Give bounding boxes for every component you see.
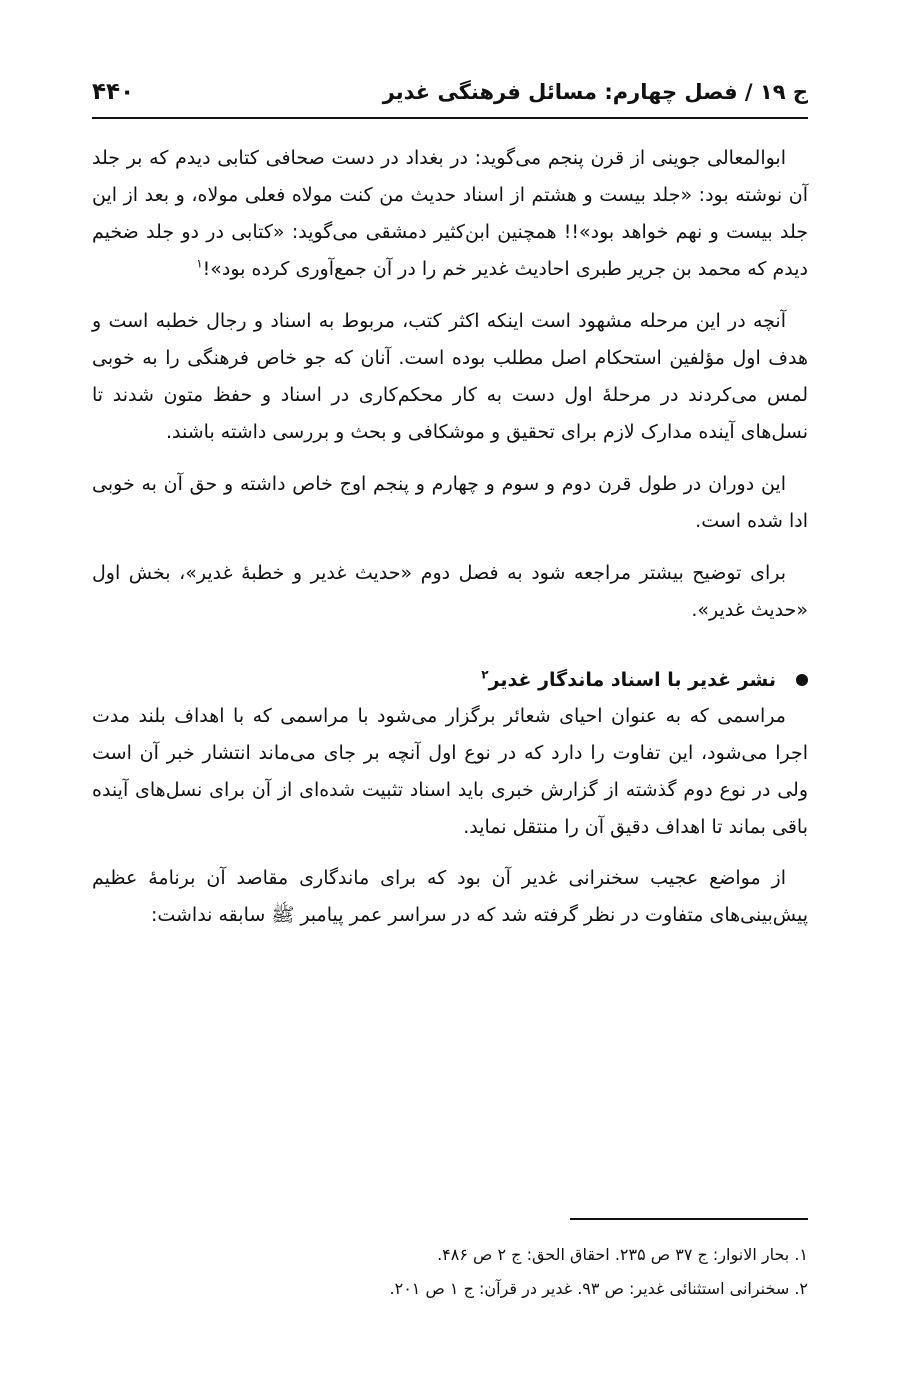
running-header-title: ج ۱۹ / فصل چهارم: مسائل فرهنگی غدیر (382, 80, 808, 104)
paragraph-3: این دوران در طول قرن دوم و سوم و چهارم و پنجم اوج خاص داشته و حق آن به خوبی ادا شده است. (92, 473, 808, 532)
page-number: ۴۴۰ (92, 79, 135, 105)
paragraph-1-text: ابوالمعالی جوینی از قرن پنجم می‌گوید: در بغداد در دست صحافی کتابی دیدم که بر جلد آن نوشته بود: «جلد بیست و هشتم از اسناد حدیث من کنت مولاه فعلی مولاه، و بعد از این جلد بیست و نهم خواهد بود»!! همچنین ابن‌کثیر دمشقی می‌گوید: «کتابی در دو جلد ضخیم دیدم که محمد بن جریر طبری احادیث غدیر خم را در آن جمع‌آوری کرده بود»! (92, 147, 808, 280)
paragraph-1 (92, 140, 808, 288)
footnote-2: ۲. سخنرانی استثنائی غدیر: ص ۹۳. غدیر در قرآن: ج ۱ ص ۲۰۱. (389, 1279, 808, 1298)
running-header (92, 72, 808, 112)
footnote-ref-1[interactable]: ۱ (196, 256, 203, 271)
section-heading-text (481, 662, 776, 698)
paragraph-2: آنچه در این مرحله مشهود است اینکه اکثر کتب، مربوط به اسناد و رجال خطبه است و هدف اول مؤلفین استحکام اصل مطلب بوده است. آنان که جو خاص فرهنگی را به خوبی لمس می‌کردند در مرحلهٔ اول دست به کار محکم‌کاری در اسناد و حفظ متون شدند تا نسل‌های آینده مدارک لازم برای تحقیق و موشکافی و بحث و بررسی داشته باشند. (92, 310, 808, 443)
main-text (92, 140, 808, 949)
header-rule (92, 117, 808, 119)
paragraph-6: از مواضع عجیب سخنرانی غدیر آن بود که برای ماندگاری مقاصد آن برنامهٔ عظیم پیش‌بینی‌های متفاوت در نظر گرفته شد که در سراسر عمر پیامبر ﷺ سابقه نداشت: (92, 867, 808, 926)
section-heading (92, 662, 808, 698)
paragraph-4: برای توضیح بیشتر مراجعه شود به فصل دوم «حدیث غدیر و خطبهٔ غدیر»، بخش اول «حدیث غدیر». (92, 562, 808, 621)
section-heading-title: نشر غدیر با اسناد ماندگار غدیر (488, 669, 776, 691)
footnote-separator (570, 1218, 808, 1220)
footnote-1: ۱. بحار الانوار: ج ۳۷ ص ۲۳۵. احقاق الحق: ج ۲ ص ۴۸۶. (437, 1245, 808, 1264)
footnotes (92, 1238, 808, 1306)
footnote-ref-2[interactable]: ۲ (481, 667, 489, 682)
paragraph-5: مراسمی که به عنوان احیای شعائر برگزار می‌شود با مراسمی که با اهداف بلند مدت اجرا می‌شود، این تفاوت را دارد که در نوع اول آنچه بر جای می‌ماند انتشار خبر آن است ولی در نوع دوم گذشته از گزارش خبری باید اسناد تثبیت شده‌ای از آن برای نسل‌های آینده باقی بماند تا اهداف دقیق آن را منتقل نماید. (92, 705, 808, 838)
bullet-icon (796, 674, 808, 686)
